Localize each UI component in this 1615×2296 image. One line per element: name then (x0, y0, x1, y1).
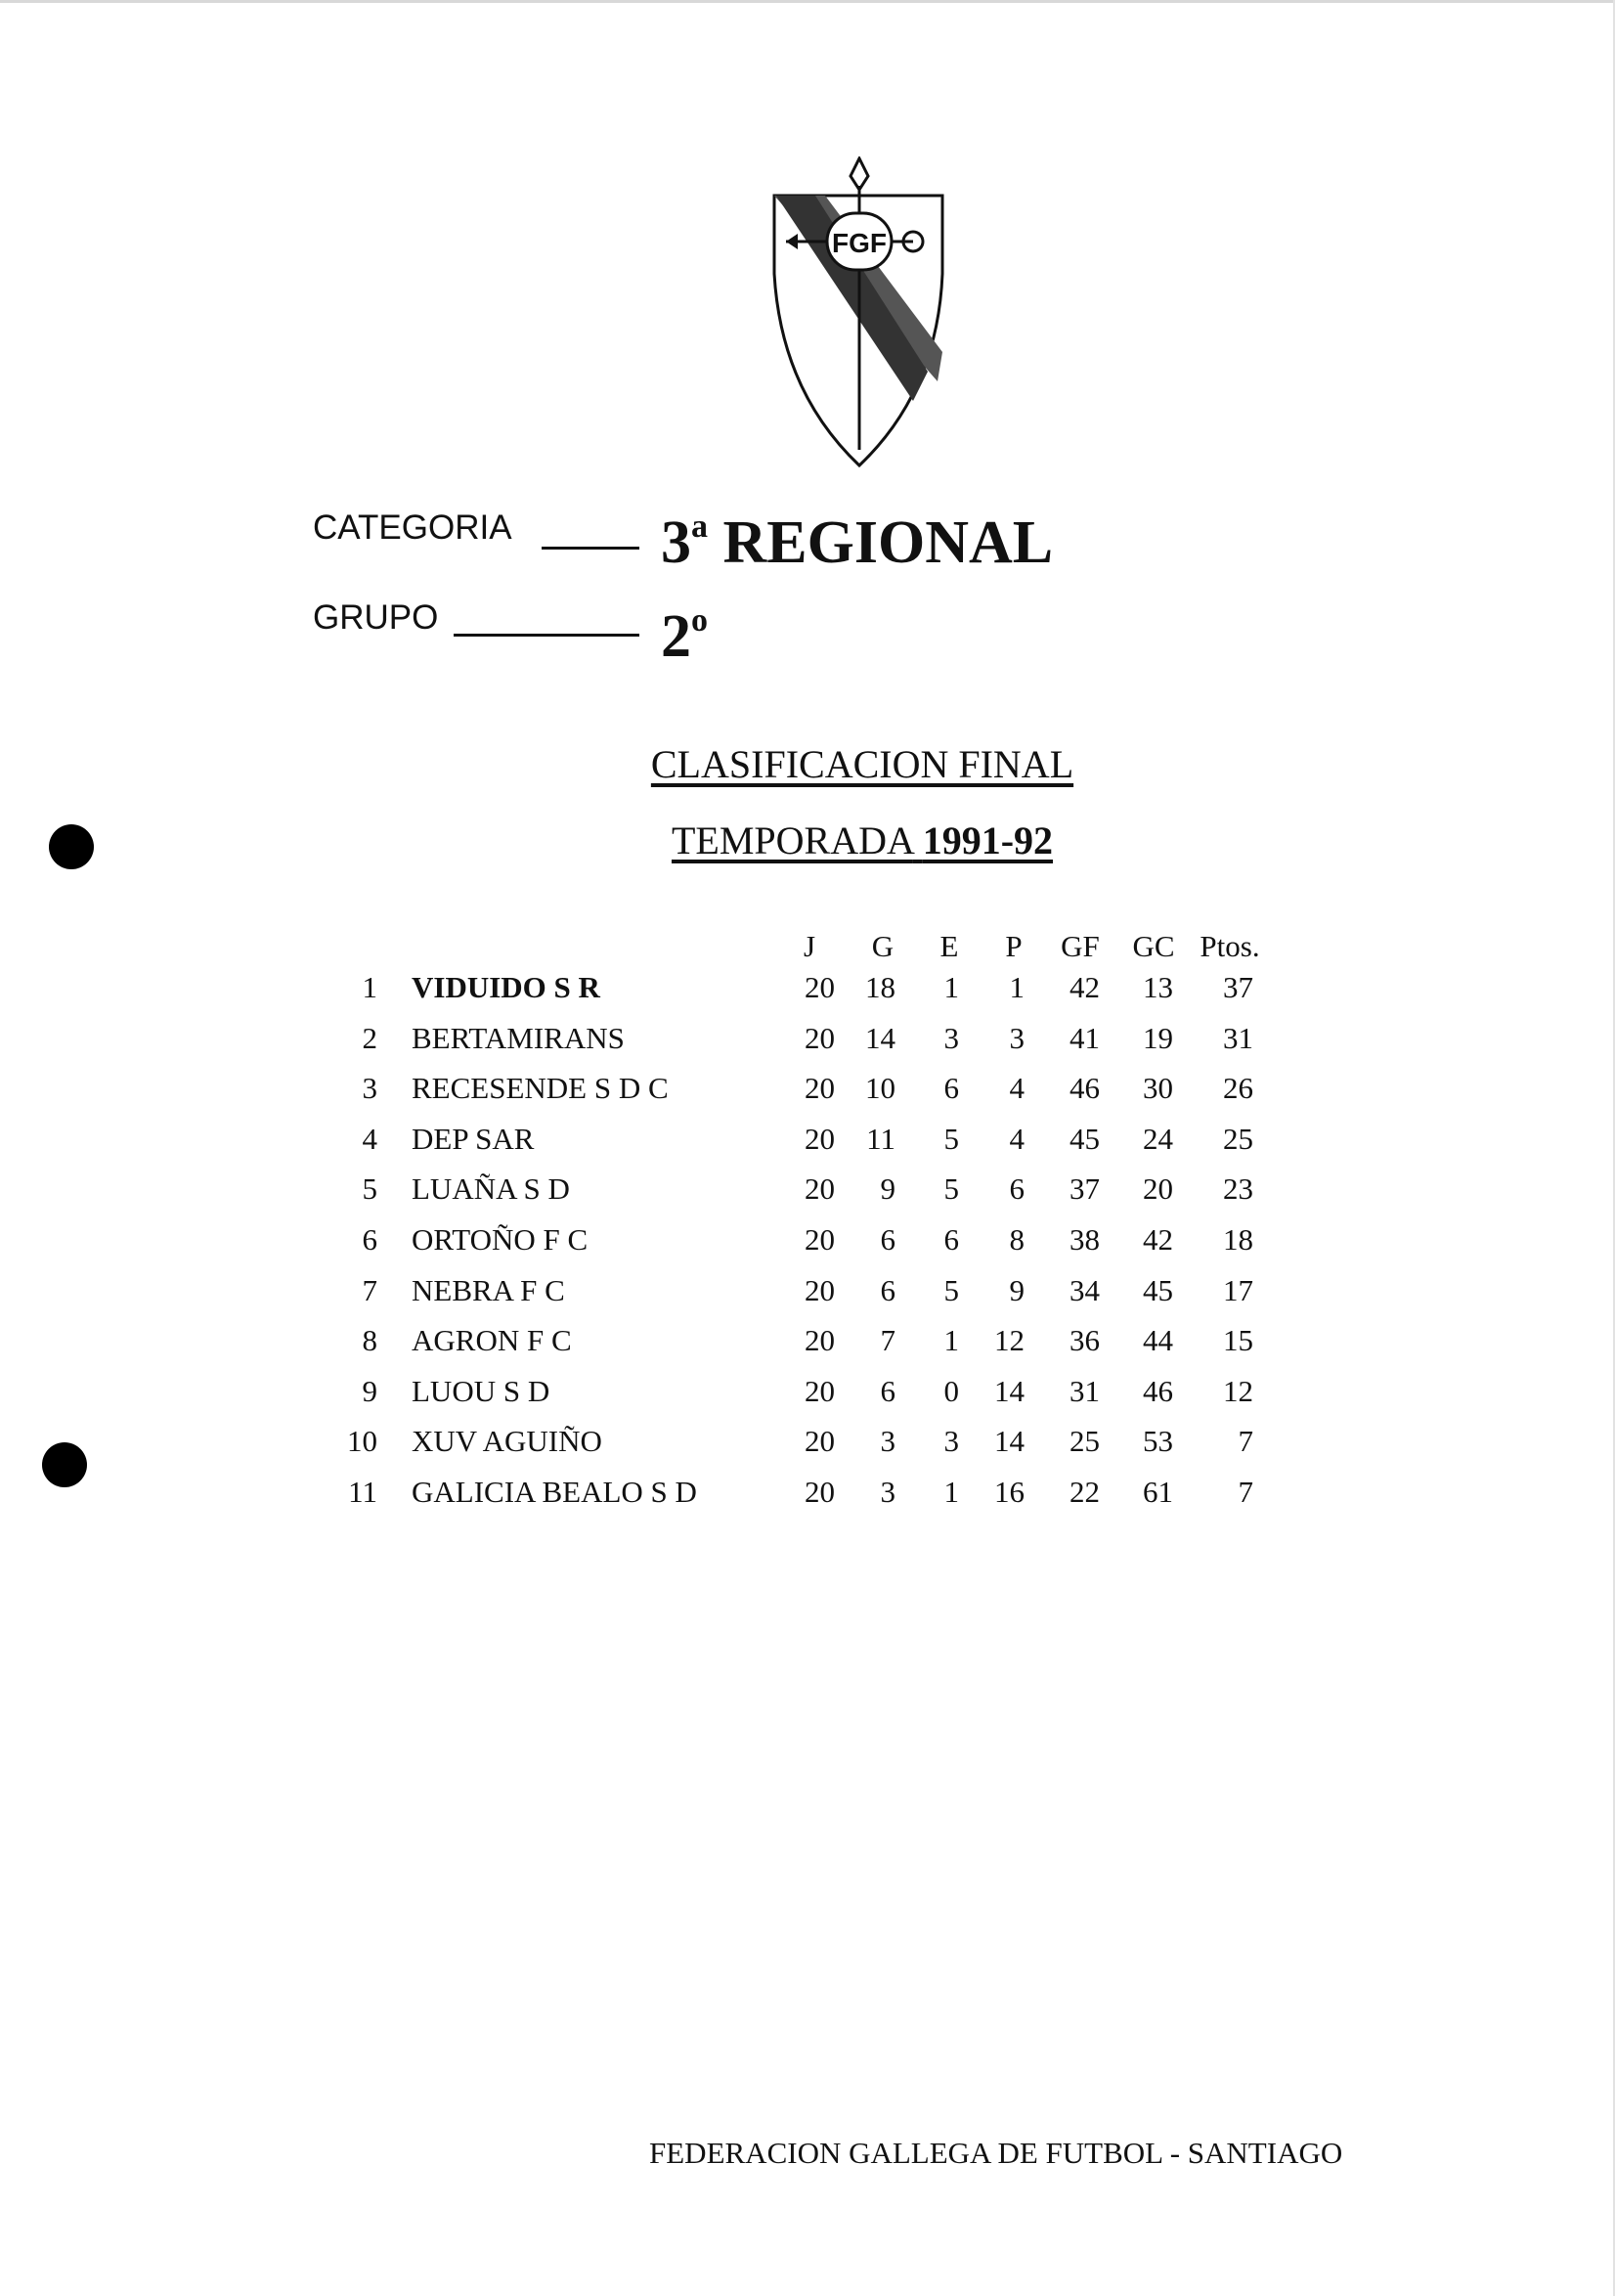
grupo-underline (454, 634, 639, 637)
cell-e: 5 (943, 1121, 959, 1156)
footer-federation: FEDERACION GALLEGA DE FUTBOL - SANTIAGO (649, 2136, 1343, 2170)
cell-pos: 9 (362, 1373, 377, 1408)
cell-gf: 41 (1069, 1020, 1100, 1055)
cell-pos: 3 (362, 1071, 377, 1106)
cell-team: LUAÑA S D (412, 1171, 570, 1207)
cell-j: 20 (805, 1475, 835, 1509)
cell-gf: 34 (1069, 1272, 1100, 1307)
cell-e: 6 (943, 1222, 959, 1257)
cell-j: 20 (805, 1121, 835, 1156)
cell-g: 18 (865, 970, 895, 1004)
cell-pos: 5 (362, 1171, 377, 1207)
cell-pos: 8 (362, 1323, 377, 1358)
table-row (0, 1321, 1615, 1370)
table-row (0, 968, 1615, 1017)
cell-pts: 12 (1223, 1373, 1253, 1408)
column-header-g: G (871, 929, 895, 963)
cell-pts: 37 (1223, 970, 1253, 1004)
column-header-j: J (803, 929, 816, 963)
cell-p: 12 (994, 1323, 1025, 1358)
cell-gf: 25 (1069, 1424, 1100, 1459)
cell-gc: 24 (1143, 1121, 1173, 1156)
table-row (0, 1422, 1615, 1471)
cell-gf: 45 (1069, 1121, 1100, 1156)
cell-gc: 45 (1143, 1272, 1173, 1307)
cell-j: 20 (805, 970, 835, 1004)
column-header-p: P (1005, 929, 1023, 963)
cell-e: 0 (943, 1373, 959, 1408)
cell-g: 11 (866, 1121, 895, 1156)
temporada-title: TEMPORADA 1991-92 (671, 818, 1054, 862)
cell-gc: 20 (1143, 1171, 1173, 1207)
cell-pos: 11 (348, 1475, 377, 1509)
table-row (0, 1019, 1615, 1068)
cell-pts: 18 (1223, 1222, 1253, 1257)
cell-p: 3 (1009, 1020, 1025, 1055)
cell-j: 20 (805, 1323, 835, 1358)
cell-g: 3 (880, 1475, 895, 1509)
cell-gf: 46 (1069, 1071, 1100, 1106)
column-header-e: E (939, 929, 959, 963)
cell-e: 6 (943, 1071, 959, 1106)
cell-team: VIDUIDO S R (412, 970, 600, 1004)
cell-gf: 37 (1069, 1171, 1100, 1207)
cell-g: 6 (880, 1373, 895, 1408)
cell-j: 20 (805, 1222, 835, 1257)
table-row (0, 1473, 1615, 1522)
cell-g: 14 (865, 1020, 895, 1055)
cell-gc: 30 (1143, 1071, 1173, 1106)
cell-g: 6 (880, 1272, 895, 1307)
table-row (0, 1220, 1615, 1269)
cell-pts: 7 (1238, 1424, 1253, 1459)
cell-e: 1 (943, 970, 959, 1004)
grupo-value: 2$^o$ (661, 602, 708, 670)
cell-team: DEP SAR (412, 1121, 535, 1156)
cell-gf: 31 (1069, 1373, 1100, 1408)
cell-pts: 7 (1238, 1475, 1253, 1509)
cell-team: BERTAMIRANS (412, 1020, 625, 1055)
table-row (0, 1271, 1615, 1320)
cell-pos: 4 (362, 1121, 377, 1156)
cell-pos: 2 (362, 1020, 377, 1055)
cell-p: 9 (1009, 1272, 1025, 1307)
grupo-label: GRUPO (313, 598, 439, 637)
svg-text:FGF: FGF (832, 228, 887, 258)
cell-pos: 1 (362, 970, 377, 1004)
categoria-label: CATEGORIA (313, 508, 512, 547)
cell-team: AGRON F C (412, 1323, 572, 1358)
cell-p: 8 (1009, 1222, 1025, 1257)
cell-j: 20 (805, 1424, 835, 1459)
cell-e: 5 (943, 1171, 959, 1207)
cell-pts: 26 (1223, 1071, 1253, 1106)
cell-p: 1 (1009, 970, 1025, 1004)
cell-pts: 15 (1223, 1323, 1253, 1358)
cell-gf: 22 (1069, 1475, 1100, 1509)
cell-pos: 6 (362, 1222, 377, 1257)
table-row (0, 1372, 1615, 1421)
cell-gf: 42 (1069, 970, 1100, 1004)
cell-p: 14 (994, 1424, 1025, 1459)
cell-team: RECESENDE S D C (412, 1071, 669, 1106)
clasificacion-title: CLASIFICACION FINAL (650, 742, 1074, 786)
column-header-gf: GF (1061, 929, 1100, 963)
cell-g: 10 (865, 1071, 895, 1106)
table-row (0, 1069, 1615, 1118)
cell-p: 4 (1009, 1071, 1025, 1106)
cell-gc: 46 (1143, 1373, 1173, 1408)
cell-j: 20 (805, 1171, 835, 1207)
column-header-gc: GC (1132, 929, 1175, 963)
cell-e: 3 (943, 1020, 959, 1055)
categoria-value: 3$^a$ REGIONAL (661, 508, 1054, 576)
cell-p: 16 (994, 1475, 1025, 1509)
cell-gc: 42 (1143, 1222, 1173, 1257)
cell-gc: 53 (1143, 1424, 1173, 1459)
cell-j: 20 (805, 1373, 835, 1408)
cell-pts: 23 (1223, 1171, 1253, 1207)
cell-gc: 13 (1143, 970, 1173, 1004)
cell-g: 6 (880, 1222, 895, 1257)
cell-pos: 7 (362, 1272, 377, 1307)
cell-pts: 17 (1223, 1272, 1253, 1307)
cell-gf: 38 (1069, 1222, 1100, 1257)
table-row (0, 1170, 1615, 1218)
cell-pts: 31 (1223, 1020, 1253, 1055)
cell-e: 1 (943, 1475, 959, 1509)
cell-p: 6 (1009, 1171, 1025, 1207)
cell-g: 9 (880, 1171, 895, 1207)
cell-g: 3 (880, 1424, 895, 1459)
cell-team: XUV AGUIÑO (412, 1424, 602, 1459)
federation-crest-icon (766, 156, 952, 467)
cell-gf: 36 (1069, 1323, 1100, 1358)
cell-pts: 25 (1223, 1121, 1253, 1156)
cell-team: ORTOÑO F C (412, 1222, 589, 1257)
scan-edge-top (0, 0, 1615, 3)
cell-gc: 61 (1143, 1475, 1173, 1509)
cell-p: 4 (1009, 1121, 1025, 1156)
cell-gc: 19 (1143, 1020, 1173, 1055)
categoria-underline (542, 547, 639, 550)
cell-j: 20 (805, 1020, 835, 1055)
cell-j: 20 (805, 1272, 835, 1307)
cell-j: 20 (805, 1071, 835, 1106)
cell-e: 1 (943, 1323, 959, 1358)
column-header-ptos: Ptos. (1200, 929, 1260, 963)
cell-e: 5 (943, 1272, 959, 1307)
cell-pos: 10 (347, 1424, 377, 1459)
cell-team: GALICIA BEALO S D (412, 1475, 697, 1509)
cell-g: 7 (880, 1323, 895, 1358)
cell-team: NEBRA F C (412, 1272, 565, 1307)
cell-p: 14 (994, 1373, 1025, 1408)
cell-team: LUOU S D (412, 1373, 550, 1408)
cell-e: 3 (943, 1424, 959, 1459)
table-row (0, 1120, 1615, 1169)
cell-gc: 44 (1143, 1323, 1173, 1358)
